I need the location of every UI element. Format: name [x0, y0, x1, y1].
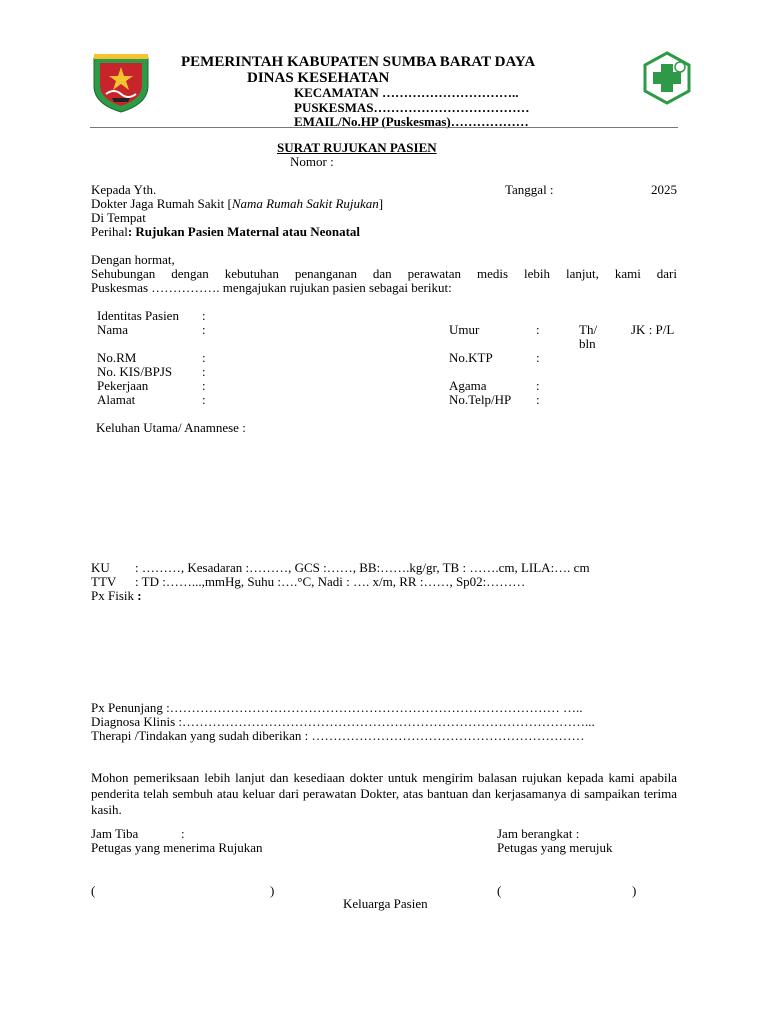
ku-value: : ………, Kesadaran :………, GCS :……, BB:…….kg/gr, TB : …….cm, LILA:…. cm [135, 560, 590, 575]
dokter-suffix: ] [378, 196, 384, 211]
telp-colon: : [536, 392, 540, 407]
perihal-label: Perihal [91, 224, 128, 239]
jam-tiba-colon: : [181, 826, 185, 841]
penerima-label: Petugas yang menerima Rujukan [91, 840, 263, 855]
dokter-prefix: Dokter Jaga Rumah Sakit [ [91, 196, 232, 211]
perujuk-label: Petugas yang merujuk [497, 840, 613, 855]
regency-crest-icon [90, 52, 152, 114]
department-title: DINAS KESEHATAN [247, 70, 390, 86]
opening-line-2: Puskesmas ……………. mengajukan rujukan pasien sebagai berikut: [91, 280, 452, 295]
email-line: EMAIL/No.HP (Puskesmas)……………… [294, 114, 529, 129]
px-fisik-line [91, 589, 142, 603]
document-title: SURAT RUJUKAN PASIEN [277, 140, 437, 155]
noktp-colon: : [536, 350, 540, 365]
tanggal-label: Tanggal : [505, 182, 554, 197]
norm-colon: : [202, 350, 206, 365]
alamat-label: Alamat [97, 392, 136, 407]
perihal-line [91, 225, 360, 239]
jam-tiba-label: Jam Tiba [91, 826, 139, 841]
identitas-label: Identitas Pasien [97, 308, 179, 323]
umur-unit-bln: bln [579, 336, 596, 351]
kepada-label: Kepada Yth. [91, 182, 157, 197]
agama-label: Agama [449, 378, 487, 393]
pekerjaan-colon: : [202, 378, 206, 393]
penunjang-line: Px Penunjang :……………………………………………………………………………… ….. [91, 700, 583, 715]
keluhan-label: Keluhan Utama/ Anamnese : [96, 420, 246, 435]
ku-label: KU [91, 560, 110, 575]
alamat-colon: : [202, 392, 206, 407]
kis-label: No. KIS/BPJS [97, 364, 173, 379]
umur-label: Umur [449, 322, 480, 337]
jk-label: JK : P/L [631, 322, 675, 337]
government-title: PEMERINTAH KABUPATEN SUMBA BARAT DAYA [181, 54, 536, 70]
jam-berangkat-label: Jam berangkat : [497, 826, 580, 841]
umur-colon: : [536, 322, 540, 337]
perujuk-sign-open: ( [497, 883, 502, 898]
opening-line-1: Sehubungan dengan kebutuhan penanganan dan perawatan medis lebih lanjut, kami dari [91, 266, 677, 281]
telp-label: No.Telp/HP [449, 392, 512, 407]
perujuk-sign-close: ) [632, 883, 637, 898]
header-divider [90, 127, 678, 128]
hospital-name-placeholder: Nama Rumah Sakit Rujukan [231, 196, 379, 211]
agama-colon: : [536, 378, 540, 393]
kecamatan-line: KECAMATAN ………………………….. [294, 85, 519, 100]
greeting: Dengan hormat, [91, 252, 175, 267]
kis-colon: : [202, 364, 206, 379]
diagnosa-line: Diagnosa Klinis :…………………………………………………………………………………... [91, 714, 595, 729]
pekerjaan-label: Pekerjaan [97, 378, 149, 393]
tempat-line: Di Tempat [91, 210, 146, 225]
px-fisik-label: Px Fisik [91, 588, 134, 603]
tanggal-year: 2025 [651, 182, 677, 197]
umur-unit: Th/ [579, 322, 598, 337]
nomor-label: Nomor : [290, 154, 334, 169]
health-cross-icon [640, 51, 694, 105]
dokter-line [91, 197, 383, 211]
keluarga-label: Keluarga Pasien [343, 896, 428, 911]
nama-label: Nama [97, 322, 129, 337]
closing-paragraph: Mohon pemeriksaan lebih lanjut dan kesediaan dokter untuk mengirim balasan rujukan kepada kami apabila penderita telah sembuh atau keluar dari perawatan Dokter, atas bantuan dan kerjasamanya di sampaikan terima kasih. [91, 770, 677, 817]
ttv-value: : TD :……...,mmHg, Suhu :….°C, Nadi : …. x/m, RR :……, Sp02:……… [135, 574, 526, 589]
ttv-label: TTV [91, 574, 117, 589]
puskesmas-line: PUSKESMAS……………………………… [294, 100, 530, 115]
terapi-line: Therapi /Tindakan yang sudah diberikan : ……………………………………………………… [91, 728, 585, 743]
identitas-colon: : [202, 308, 206, 323]
px-fisik-colon: : [137, 588, 142, 603]
nama-colon: : [202, 322, 206, 337]
perihal-value: : Rujukan Pasien Maternal atau Neonatal [127, 224, 361, 239]
norm-label: No.RM [97, 350, 137, 365]
penerima-sign-close: ) [270, 883, 275, 898]
noktp-label: No.KTP [449, 350, 493, 365]
penerima-sign-open: ( [91, 883, 96, 898]
